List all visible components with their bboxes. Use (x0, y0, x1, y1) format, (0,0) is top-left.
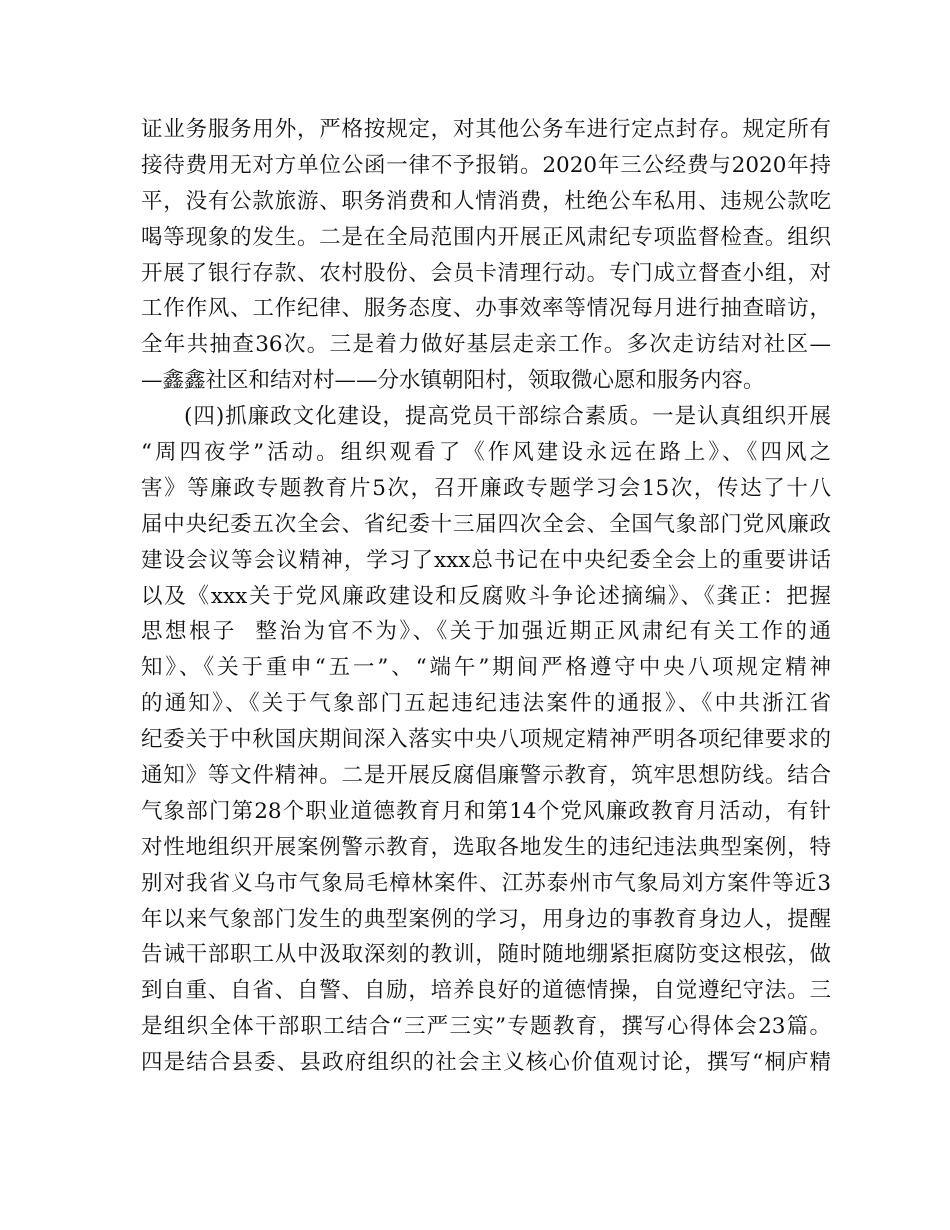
text-line: 告诫干部职工从中汲取深刻的教训，随时随地绷紧拒腐防变这根弦，做 (141, 942, 831, 968)
text-line: 是组织全体干部职工结合“三严三实”专题教育，撰写心得体会23篇。 (141, 1014, 831, 1040)
text-line: 工作作风、工作纪律、服务态度、办事效率等情况每月进行抽查暗访， (141, 296, 831, 322)
text-line: 以及《xxx关于党风廉政建设和反腐败斗争论述摘编》、《龚正：把握 (141, 583, 831, 609)
text-line: 别对我省义乌市气象局毛樟林案件、江苏泰州市气象局刘方案件等近3 (141, 870, 831, 896)
text-line: 气象部门第28个职业道德教育月和第14个党风廉政教育月活动，有针 (141, 798, 831, 824)
text-line: 开展了银行存款、农村股份、会员卡清理行动。专门成立督查小组，对 (141, 260, 831, 286)
text-line: “周四夜学”活动。组织观看了《作风建设永远在路上》、《四风之 (141, 440, 831, 466)
text-line: 届中央纪委五次全会、省纪委十三届四次全会、全国气象部门党风廉政 (141, 511, 831, 537)
text-line: 喝等现象的发生。二是在全局范围内开展正风肃纪专项监督检查。组织 (141, 224, 831, 250)
text-line: 到自重、自省、自警、自励，培养良好的道德情操，自觉遵纪守法。三 (141, 978, 831, 1004)
text-line: 通知》等文件精神。二是开展反腐倡廉警示教育，筑牢思想防线。结合 (141, 763, 831, 789)
text-line: 害》等廉政专题教育片5次，召开廉政专题学习会15次，传达了十八 (141, 475, 831, 501)
text-line: 思想根子 整治为官不为》、《关于加强近期正风肃纪有关工作的通 (141, 619, 831, 645)
text-line: (四)抓廉政文化建设，提高党员干部综合素质。一是认真组织开展 (184, 404, 831, 430)
text-line: 对性地组织开展案例警示教育，选取各地发生的违纪违法典型案例，特 (141, 834, 831, 860)
text-line: 建设会议等会议精神，学习了xxx总书记在中央纪委全会上的重要讲话 (141, 547, 831, 573)
text-line: 平，没有公款旅游、职务消费和人情消费，杜绝公车私用、违规公款吃 (141, 188, 831, 214)
text-line: 证业务服务用外，严格按规定，对其他公务车进行定点封存。规定所有 (141, 117, 831, 142)
text-line: —鑫鑫社区和结对村——分水镇朝阳村，领取微心愿和服务内容。 (141, 368, 765, 394)
text-line: 知》、《关于重申“五一”、“端午”期间严格遵守中央八项规定精神 (141, 655, 831, 681)
text-line: 四是结合县委、县政府组织的社会主义核心价值观讨论，撰写“桐庐精 (141, 1050, 831, 1076)
body-text (141, 112, 831, 1081)
text-line: 纪委关于中秋国庆期间深入落实中央八项规定精神严明各项纪律要求的 (141, 727, 831, 753)
text-line: 全年共抽查36次。三是着力做好基层走亲工作。多次走访结对社区— (141, 332, 831, 358)
text-line: 年以来气象部门发生的典型案例的学习，用身边的事教育身边人，提醒 (141, 906, 831, 932)
text-line: 的通知》、《关于气象部门五起违纪违法案件的通报》、《中共浙江省 (141, 691, 831, 717)
text-line: 接待费用无对方单位公函一律不予报销。2020年三公经费与2020年持 (141, 152, 831, 178)
